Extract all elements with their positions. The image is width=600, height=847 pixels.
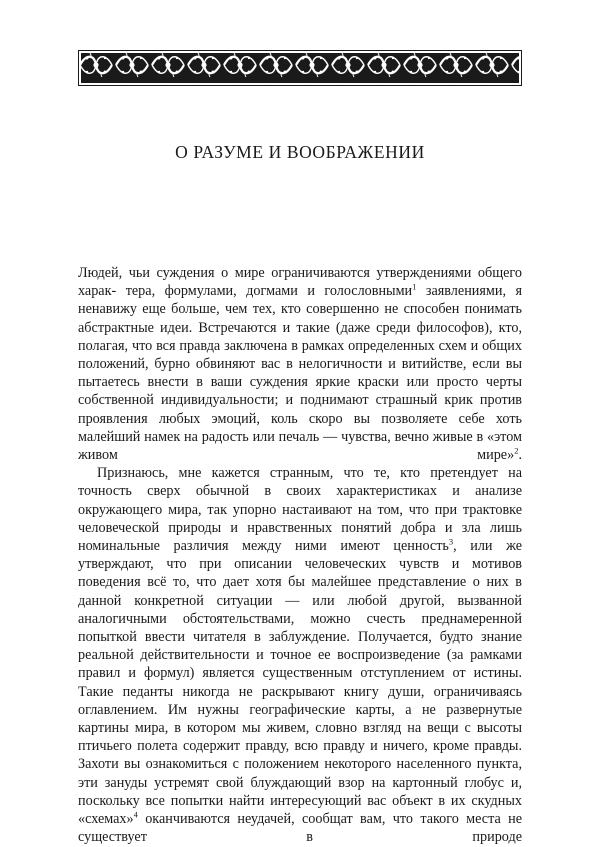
paragraph-2 bbox=[78, 464, 522, 846]
floral-ornament-icon bbox=[78, 50, 522, 86]
footnote-marker-1[interactable]: 1 bbox=[412, 281, 417, 292]
footnote-marker-2[interactable]: 2 bbox=[514, 445, 519, 456]
decorative-ornament-band bbox=[78, 50, 522, 86]
paragraph-1-text-b: заявлениями, я ненавижу еще больше, чем тех, кто совершенно не способен понимать абстрактные идеи. Встречаются и такие (даже среди философов), кто, полагая, что вся правда заключена в рамках определенных схем и общих положений, бурно обвиняют вас в нелогичности и витийстве, если вы пытаетесь внести в ваши суждения яркие краски или просто черты собственной индивидуальности; и поднимают страшный крик против проявления любых эмоций, коль скоро вы позволяете себе хоть малейший намек на радость или печаль — чувства, вечно живые в «этом живом мире» bbox=[78, 283, 523, 464]
footnote-marker-3[interactable]: 3 bbox=[448, 536, 454, 547]
paragraph-1-line-1: Людей, чьи суждения о мире ограничиваются утверждениями общего харак- bbox=[78, 265, 522, 300]
body-text bbox=[78, 264, 522, 847]
footnote-marker-4[interactable]: 4 bbox=[133, 809, 138, 820]
paragraph-2-text-c: оканчиваются неудачей, сообщат вам, что такого места не существует в природе bbox=[78, 811, 522, 846]
paragraph-1-text-c: . bbox=[518, 447, 522, 464]
paragraph-1 bbox=[78, 264, 522, 464]
paragraph-2-text-a: Признаюсь, мне кажется странным, что те, кто претендует на точность сверх обычной в своих характеристиках и анализе окружающего мира, так упорно настаивают на том, что при трактовке человеческой природы и нравственных понятий добра и зла лишь номинальные различия между ними имеют ценность bbox=[78, 465, 522, 555]
paragraph-2-text-b: , или же утверждают, что при описании человеческих чувств и мотивов поведения всё то, что дает хотя бы малейшее представление о них в данной конкретной ситуации — или любой другой, вызванной аналогичными обстоятельствами, можно счесть преднамеренной попыткой ввести читателя в заблуждение. Получается, будто знание реальной действительности и точное ее воспроизведение (за рамками правил и формул) является существенным отступлением от истины. Такие педанты никогда не раскрывают книгу души, ограничиваясь оглавлением. Им нужны географические карты, а не развернутые картины мира, в котором мы живем, словно взгляд на вещи с высоты птичьего полета содержит правду, всю правду и ничего, кроме правды. Захоти вы ознакомиться с положением некоторого населенного пункта, эти зануды устремят свой блуждающий взор на картонный глобус и, поскольку все попытки найти интересующий вас объект в их скудных «схемах» bbox=[78, 538, 522, 828]
chapter-title: О РАЗУМЕ И ВООБРАЖЕНИИ bbox=[175, 142, 425, 162]
paragraph-1-text-a: тера, формулами, догмами и голословными bbox=[125, 283, 413, 300]
